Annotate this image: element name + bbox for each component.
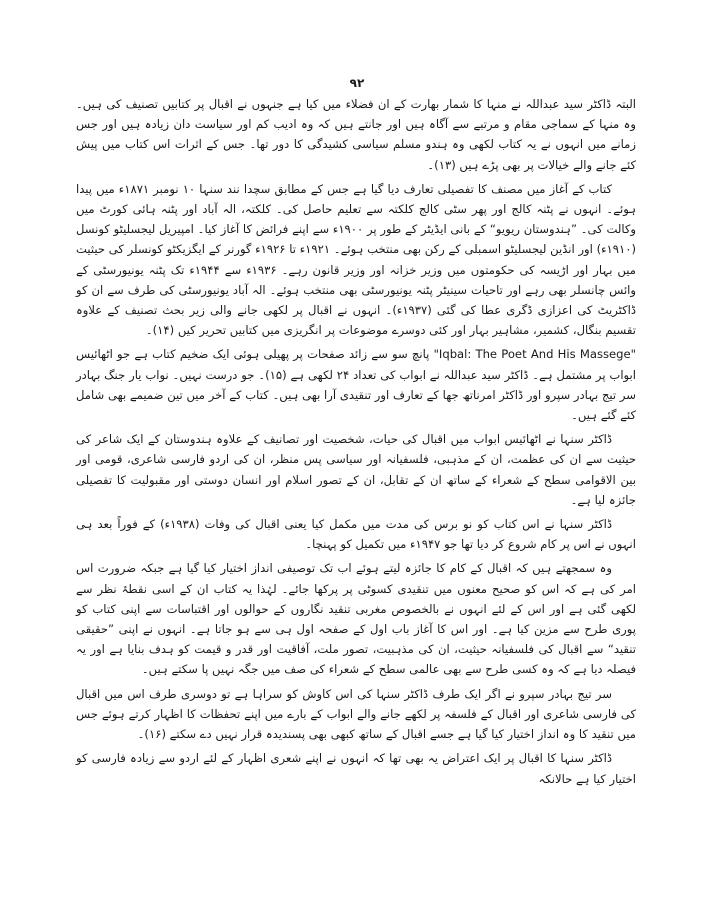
paragraph-2: کتاب کے آغاز میں مصنف کا تفصیلی تعارف دیا گیا ہے جس کے مطابق سچدا نند سنہا ۱۰ نومبر ۱۸۷۱ء میں پیدا ہوئے۔ انہوں نے پٹنہ کالج اور پھر سٹی کالج کلکتہ سے تعلیم حاصل کی۔ کلکتہ، الہ آباد اور پٹنہ ہائی کورٹ میں وکالت کی۔ ”ہندوستان ریویو“ کے بانی ایڈیٹر کے طور پر ۱۹۰۰ء سے اپنے فرائض کا آغاز کیا۔ امپیریل لیجسلیٹو کونسل (۱۹۱۰ء) اور انڈین لیجسلیٹو اسمبلی کے رکن بھی منتخب ہوئے۔ ۱۹۲۱ء تا ۱۹۲۶ء گورنر کے ایگزیکٹو کونسلر کی حیثیت میں بہار اور اڑیسہ کی حکومتوں میں وزیر خزانہ اور وزیر قانون رہے۔ ۱۹۳۶ء سے ۱۹۴۴ء تک پٹنہ یونیورسٹی کے وائس چانسلر بھی رہے اور تاحیات سینیٹر پٹنہ یونیورسٹی بھی منتخب ہوئے۔ الہ آباد یونیورسٹی کی طرف سے ان کو ڈاکٹریٹ کی اعزازی ڈگری عطا کی گئی (۱۹۳۷ء)۔ انہوں نے اقبال پر لکھی جانے والی زیر بحث تصنیف کے علاوہ تقسیم بنگال، کشمیر، مشاہیر بہار اور کئی دوسرے موضوعات پر انگریزی میں کتابیں تحریر کیں (۱۴)۔	[76, 181, 637, 338]
page-number: ۹۲	[349, 76, 365, 90]
paragraph-5: ڈاکٹر سنہا نے اس کتاب کو نو برس کی مدت میں مکمل کیا یعنی اقبال کی وفات (۱۹۳۸ء) کے فوراً بعد ہی انہوں نے اس پر کام شروع کر دیا تھا جو ۱۹۴۷ء میں تکمیل کو پہنچا۔	[76, 517, 636, 552]
paragraph-1: البتہ ڈاکٹر سید عبداللہ نے منہا کا شمار بھارت کے ان فضلاء میں کیا ہے جنہوں نے اقبال پر کتابیں تصنیف کی ہیں۔ وہ منہا کے سماجی مقام و مرتبے سے آگاہ ہیں اور جانتے ہیں کہ وہ ادیب کم اور سیاست دان زیادہ ہیں اور جس زمانے میں انہوں نے یہ کتاب لکھی وہ ہندو مسلم سیاسی کشیدگی کا دور تھا۔ جس کے اثرات اس کتاب میں پیش کئے جانے والے خیالات پر بھی پڑے ہیں (۱۳)۔	[76, 97, 636, 172]
page-body	[76, 94, 636, 793]
paragraph-4: ڈاکٹر سنہا نے اٹھائیس ابواب میں اقبال کی حیات، شخصیت اور تصانیف کے علاوہ ہندوستان کے ایک شاعر کی حیثیت سے ان کی عظمت، ان کے مذہبی، فلسفیانہ اور سیاسی پس منظر، ان کی اردو فارسی شاعری، قومی اور بین الاقوامی سطح کے شعراء کے ساتھ ان کے تقابل، ان کے تصور اسلام اور انسان دوستی اور مقبولیت کا تفصیلی جائزہ لیا ہے۔	[76, 432, 636, 507]
paragraph-8: ڈاکٹر سنہا کا اقبال پر ایک اعتراض یہ بھی تھا کہ انہوں نے اپنے شعری اظہار کے لئے اردو سے زیادہ فارسی کو اختیار کیا ہے حالانکہ	[76, 751, 636, 786]
paragraph-3: "Iqbal: The Poet And His Massege" پانچ سو سے زائد صفحات پر پھیلی ہوئی ایک ضخیم کتاب ہے جو اٹھائیس ابواب پر مشتمل ہے۔ ڈاکٹر سید عبداللہ نے ابواب کی تعداد ۲۴ لکھی ہے (۱۵)۔ جو درست نہیں۔ نواب یار جنگ بہادر سر تیج بہادر سپرو اور ڈاکٹر امرناتھ جھا کے تعارف اور تنقیدی آرا بھی ہیں۔ کتاب کے آخر میں تین ضمیمے بھی شامل کئے گئے ہیں۔	[76, 347, 636, 423]
paragraph-7: سر تیج بہادر سپرو نے اگر ایک طرف ڈاکٹر سنہا کی اس کاوش کو سراہا ہے تو دوسری طرف اس میں اقبال کی فارسی شاعری اور اقبال کے فلسفہ پر لکھے جانے والے ابواب کے بارے میں اپنے تحفظات کا اظہار کرتے ہوئے جس میں تنقید کا وہ انداز اختیار کیا گیا ہے جسے اقبال کے ساتھ کبھی بھی پسندیدہ قرار نہیں دے سکتے (۱۶)۔	[76, 686, 636, 742]
paragraph-6: وہ سمجھتے ہیں کہ اقبال کے کام کا جائزہ لیتے ہوئے اب تک توصیفی انداز اختیار کیا گیا ہے جبکہ ضرورت اس امر کی ہے کہ اس کو صحیح معنوں میں تنقیدی کسوٹی پر پرکھا جائے۔ لہٰذا یہ کتاب ان کے اسی نقطۂ نظر سے لکھی گئی ہے اور اس کے لئے انہوں نے بالخصوص مغربی تنقید نگاروں کے حوالوں اور اقتباسات سے اپنی کتاب کو پوری طرح سے مزین کیا ہے۔ اور اس کا آغاز باب اول کے صفحہ اول ہی سے ہو جاتا ہے۔ انہوں نے اپنی ”حقیقی تنقید“ سے اقبال کی فلسفیانہ حیثیت، ان کی مذہبیت، تصور ملت، آفاقیت اور قدر و قیمت کو ہدف بنایا ہے اور یہ فیصلہ دیا ہے کہ وہ کسی طرح سے بھی عالمی سطح کے شعراء کی صف میں جگہ نہیں پا سکتے ہیں۔	[76, 561, 636, 677]
